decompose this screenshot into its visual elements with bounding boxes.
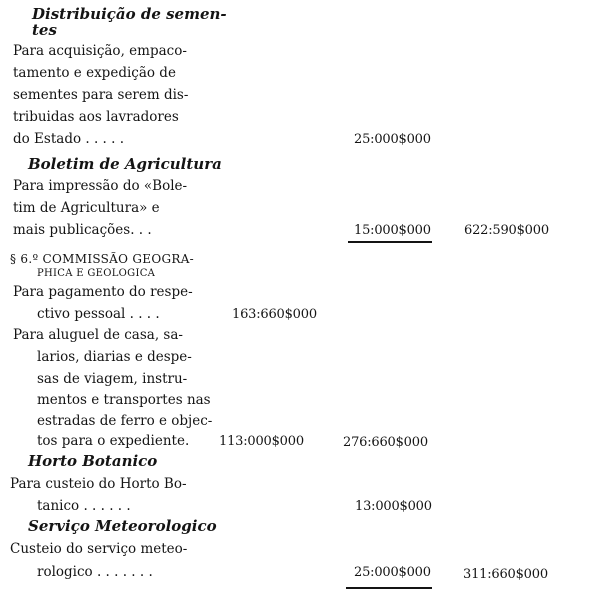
amount-sementes: 25:000$000 <box>354 132 431 147</box>
total-boletim: 622:590$000 <box>464 223 549 238</box>
text-line: tim de Agricultura» e <box>13 200 160 216</box>
section-heading-horto: Horto Botanico <box>28 452 158 470</box>
text-line: Para acquisição, empaco- <box>13 43 187 59</box>
amount-boletim: 15:000$000 <box>354 223 431 238</box>
subtotal-commissao: 276:660$000 <box>343 435 428 450</box>
section-heading-sementes-cont: tes <box>32 21 57 39</box>
amount-pessoal: 163:660$000 <box>232 307 317 322</box>
text-line: ctivo pessoal . . . . <box>37 306 160 322</box>
text-line: Para impressão do «Bole- <box>13 178 188 194</box>
section-heading-commissao: § 6.º COMMISSÃO GEOGRA- <box>10 252 195 266</box>
text-line: tamento e expedição de <box>13 65 176 81</box>
text-line: Para custeio do Horto Bo- <box>10 476 187 492</box>
text-line: Para pagamento do respe- <box>13 284 193 300</box>
text-line: mais publicações. . . <box>13 222 152 238</box>
text-line: sementes para serem dis- <box>13 87 189 103</box>
amount-aluguel: 113:000$000 <box>219 434 304 449</box>
text-line: Custeio do serviço meteo- <box>10 541 188 557</box>
text-line: tos para o expediente. <box>37 433 190 449</box>
text-line: estradas de ferro e objec- <box>37 413 213 429</box>
sum-rule <box>348 241 432 243</box>
text-line: tribuidas aos lavradores <box>13 109 179 125</box>
amount-meteoro: 25:000$000 <box>354 565 431 580</box>
section-heading-sementes: Distribuição de semen- <box>32 5 227 23</box>
section-heading-commissao-cont: PHICA E GEOLOGICA <box>37 268 156 279</box>
section-heading-boletim: Boletim de Agricultura <box>28 155 222 173</box>
text-line: Para aluguel de casa, sa- <box>13 327 183 343</box>
text-line: sas de viagem, instru- <box>37 371 188 387</box>
text-line: rologico . . . . . . . <box>37 564 153 580</box>
text-line: larios, diarias e despe- <box>37 349 192 365</box>
text-line: tanico . . . . . . <box>37 498 131 514</box>
amount-horto: 13:000$000 <box>355 499 432 514</box>
total-meteoro: 311:660$000 <box>463 567 548 582</box>
sum-rule <box>346 587 432 589</box>
text-line: mentos e transportes nas <box>37 392 211 408</box>
text-line: do Estado . . . . . <box>13 131 124 147</box>
section-heading-meteoro: Serviço Meteorologico <box>28 517 217 535</box>
